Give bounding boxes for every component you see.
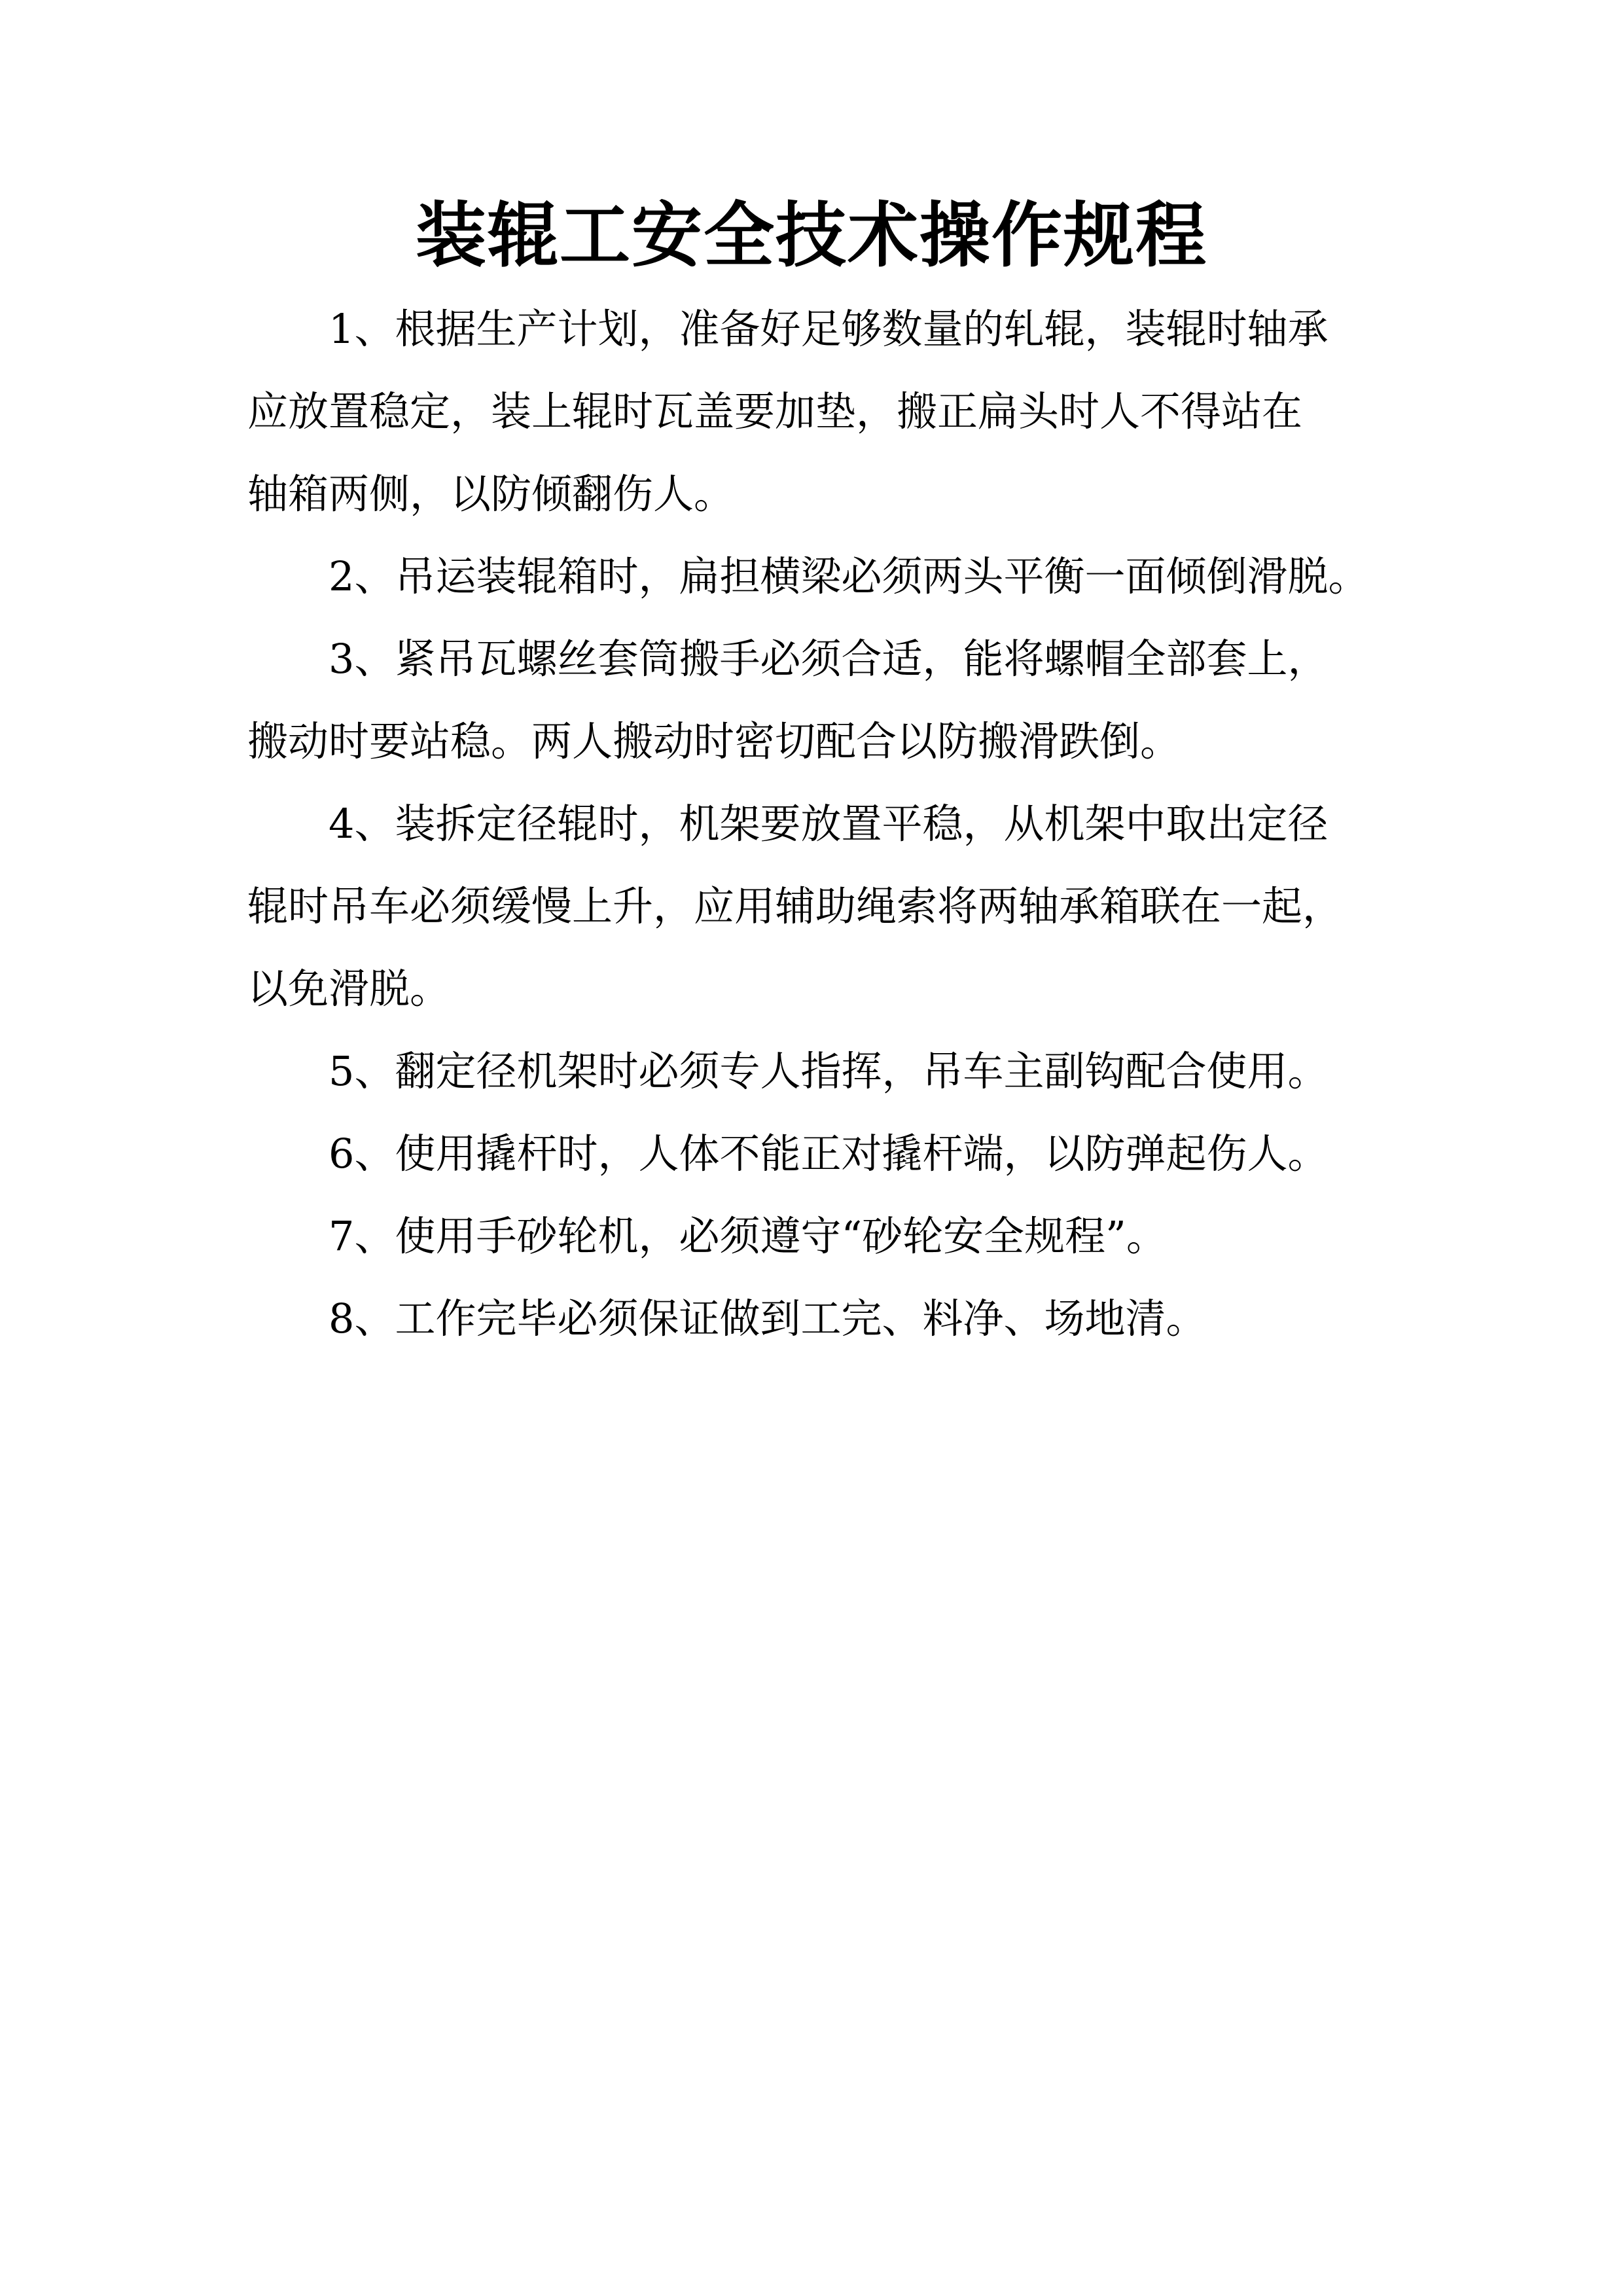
paragraph-line: 7、使用手砂轮机，必须遵守“砂轮安全规程”。 [329, 1212, 1167, 1260]
paragraph-8 [247, 1278, 1412, 1360]
paragraph-line: 以免滑脱。 [247, 965, 451, 1013]
paragraph-line: 应放置稳定，装上辊时瓦盖要加垫，搬正扁头时人不得站在 [247, 387, 1303, 435]
paragraph-line: 6、使用撬杆时，人体不能正对撬杆端，以防弹起伤人。 [329, 1130, 1329, 1177]
paragraph-line: 搬动时要站稳。两人搬动时密切配合以防搬滑跌倒。 [247, 717, 1181, 765]
paragraph-line: 1、根据生产计划，准备好足够数量的轧辊，装辊时轴承 [329, 305, 1329, 353]
paragraph-6 [247, 1113, 1412, 1195]
paragraph-line: 辊时吊车必须缓慢上升，应用辅助绳索将两轴承箱联在一起， [247, 882, 1344, 930]
paragraph-line: 轴箱两侧，以防倾翻伤人。 [247, 470, 735, 518]
paragraph-5 [247, 1030, 1412, 1113]
paragraph-line: 3、紧吊瓦螺丝套筒搬手必须合适，能将螺帽全部套上， [329, 635, 1329, 683]
paragraph-line: 4、装拆定径辊时，机架要放置平稳，从机架中取出定径 [329, 800, 1329, 848]
paragraph-line: 5、翻定径机架时必须专人指挥，吊车主副钩配合使用。 [329, 1047, 1329, 1095]
paragraph-4 [247, 783, 1412, 1030]
paragraph-7 [247, 1195, 1412, 1278]
paragraph-3 [247, 618, 1412, 783]
document-body [247, 288, 1412, 1360]
paragraph-1 [247, 288, 1412, 535]
paragraph-line: 8、工作完毕必须保证做到工完、料净、场地清。 [329, 1295, 1207, 1342]
paragraph-line: 2、吊运装辊箱时，扁担横梁必须两头平衡一面倾倒滑脱。 [329, 552, 1369, 600]
page-title: 装辊工安全技术操作规程 [415, 194, 1207, 277]
paragraph-2 [247, 535, 1412, 618]
